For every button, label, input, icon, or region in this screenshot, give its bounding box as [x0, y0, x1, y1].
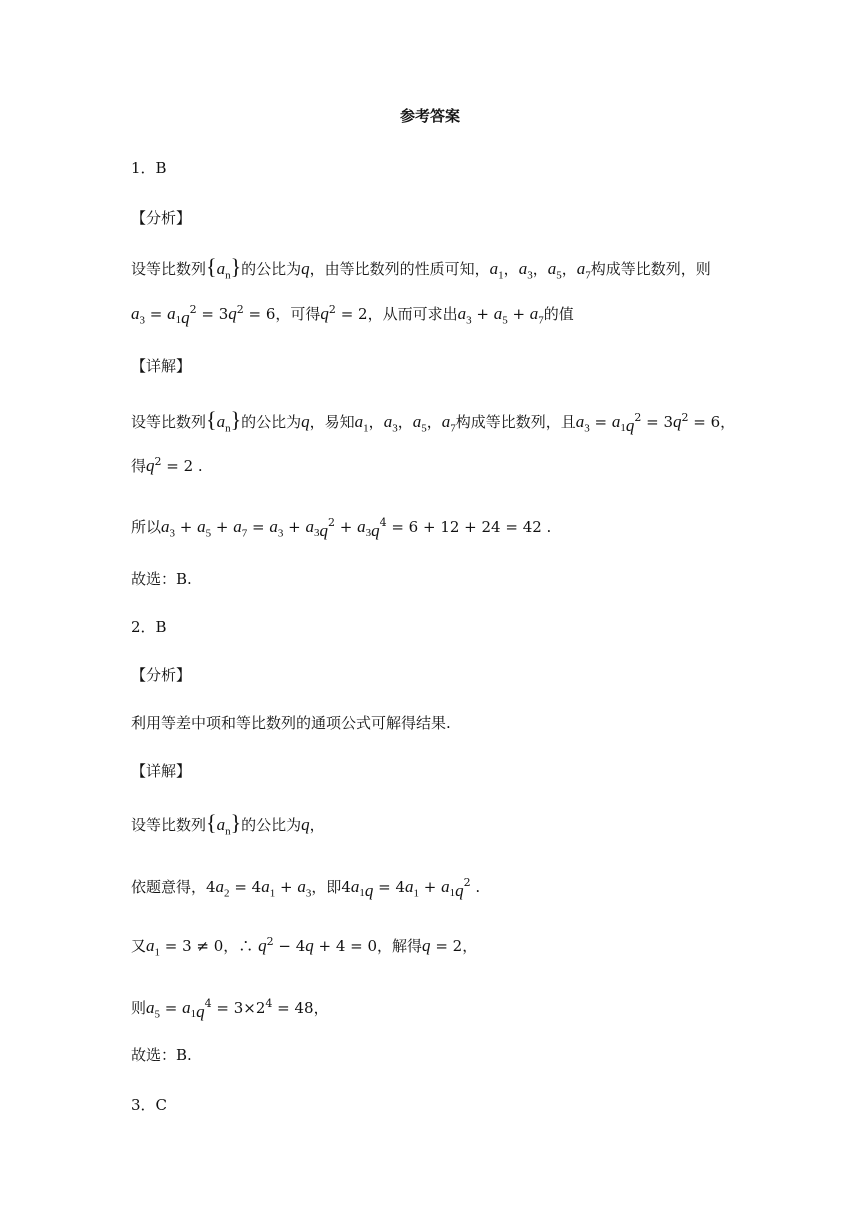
detail-heading-1: 【详解】	[131, 357, 192, 375]
detail-2-line-1: 设等比数列$\{a_n\}$的公比为q，	[131, 810, 325, 838]
detail-2-line-4: 则$a_5 = a_{1q}^4 = 3\times 2^4 = 48$，	[131, 997, 329, 1022]
detail-1-line-3: 所以$a_3 + a_5 + a_7 = a_3 + a_{3q}^2 + a_{3q}^4 = 6 + 12 + 24 = 42$ .	[131, 516, 552, 541]
analysis-heading-1: 【分析】	[131, 209, 192, 227]
page-title: 参考答案	[399, 107, 460, 125]
analysis-heading-2: 【分析】	[131, 666, 192, 684]
detail-1-line-1: 设等比数列$\{a_n\}$的公比为q，易知$a_1$，$a_3$，$a_5$，$a_7$构成等比数列，且$a_3 = a_{1q}^2 = 3q^2 = 6$，	[131, 407, 736, 436]
conclusion-2: 故选：B.	[131, 1046, 192, 1064]
detail-2-line-3: 又$a_1 = 3 \ne 0$，∴ $q^2 - 4q + 4 = 0$，解得q = 2，	[131, 935, 478, 959]
detail-heading-2: 【详解】	[131, 762, 192, 780]
answer-3-label: 3．C	[131, 1096, 168, 1114]
conclusion-1: 故选：B.	[131, 570, 192, 588]
analysis-1-line-1: 设等比数列$\{a_n\}$的公比为q，由等比数列的性质可知，$a_1$，$a_3$，$a_5$，$a_7$构成等比数列，则	[131, 254, 711, 282]
detail-2-line-2: 依题意得，$4a_2 = 4a_1 + a_3$，即$4a_{1q} = 4a_1 + a_{1q}^2$ .	[131, 876, 481, 901]
answer-1-label: 1．B	[131, 159, 167, 177]
detail-1-line-2: 得$q^2 = 2$ .	[131, 455, 203, 475]
answer-2-label: 2．B	[131, 618, 167, 636]
analysis-2-line-1: 利用等差中项和等比数列的通项公式可解得结果.	[131, 714, 451, 732]
analysis-1-line-2: $a_3 = a_{1q}^2 = 3q^2 = 6$，可得$q^2 = 2$，从而可求出$a_3 + a_5 + a_7$的值	[131, 303, 574, 328]
